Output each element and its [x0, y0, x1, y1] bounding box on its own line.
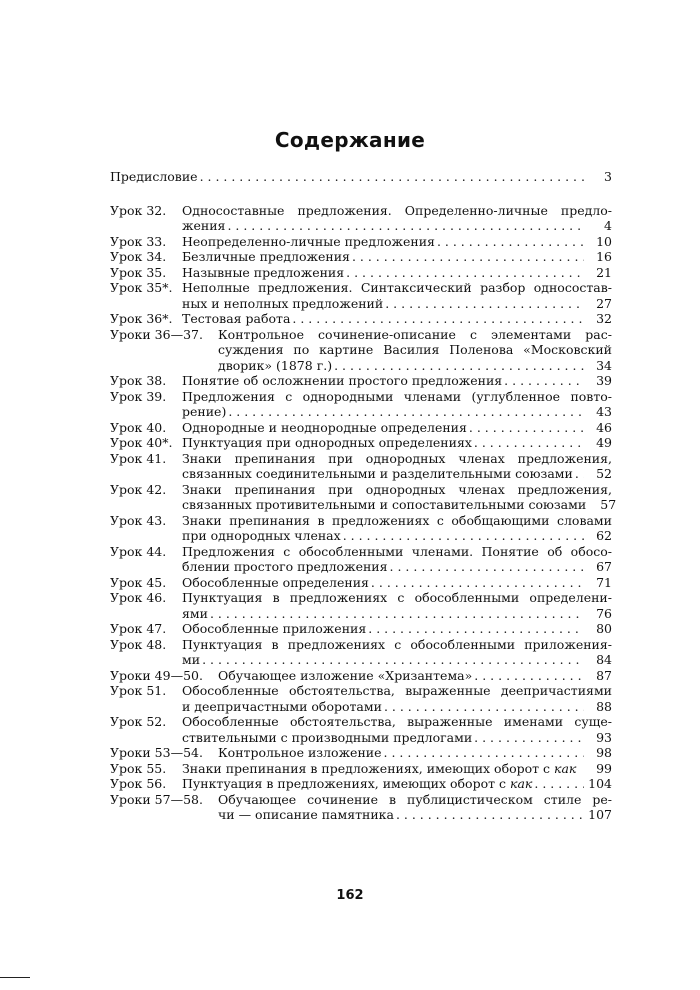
toc-entry-text-line: Знаки препинания при однородных членах предложения, [182, 481, 612, 497]
toc-entry-final-line [182, 234, 612, 250]
toc-entry [110, 234, 612, 250]
toc-page-number: 76 [596, 605, 612, 621]
toc-page-number: 62 [596, 528, 612, 543]
toc-entry-final-line [182, 265, 612, 281]
toc-entry-text-line: Предложения с обособленными членами. Понятие об обосо- [182, 543, 612, 559]
toc-entry-text-line: Знаки препинания при однородных членах предложения, [182, 450, 612, 466]
toc-entry-body [182, 311, 612, 327]
italic-word: как [554, 760, 577, 776]
toc-entry-body [182, 265, 612, 281]
toc-entry-body [218, 745, 612, 761]
toc-entry [110, 280, 612, 311]
dot-leader [396, 807, 584, 823]
toc-page-number: 80 [596, 621, 612, 636]
toc-entry-body [182, 544, 612, 575]
toc-entry-body [218, 792, 612, 823]
toc-entry-text: Пунктуация при однородных определениях [182, 435, 472, 450]
toc-page-number: 49 [596, 435, 612, 450]
dot-leader [368, 621, 584, 637]
toc-entry [110, 668, 612, 684]
dot-leader [200, 169, 584, 185]
toc-entry-label: Урок 35. [110, 264, 167, 280]
toc-entry-final-line [218, 807, 612, 823]
dot-leader [437, 234, 584, 250]
toc-entry-text: Пунктуация в предложениях, имеющих оборот с как [182, 776, 533, 791]
dot-leader [474, 668, 584, 684]
toc-page-number: 88 [596, 698, 612, 714]
toc-page-number: 43 [596, 404, 612, 419]
toc-entry-text: ями [182, 605, 208, 621]
toc-entry-body [182, 280, 612, 311]
toc-entry-label: Урок 45. [110, 574, 167, 590]
toc-entry-body [110, 169, 612, 185]
toc-entry-text-line: Контрольное сочинение-описание с элементами рас- [218, 326, 612, 342]
dot-leader [371, 575, 584, 591]
toc-page-number: 16 [596, 249, 612, 264]
dot-leader [504, 373, 584, 389]
toc-entry [110, 761, 612, 777]
dot-leader [469, 420, 584, 436]
toc-entry-final-line [182, 559, 612, 575]
toc-entry-text-line: Пунктуация в предложениях с обособленными приложения- [182, 636, 612, 652]
toc-entry-label: Урок 40. [110, 419, 167, 435]
toc-entry-label: Урок 46. [110, 590, 167, 605]
toc-entry-final-line [182, 621, 612, 637]
toc-entry-final-line [218, 358, 612, 374]
toc-entry-body [182, 389, 612, 420]
toc-entry [110, 544, 612, 575]
toc-entry [110, 575, 612, 591]
toc-entry-label: Уроки 57—58. [110, 791, 203, 807]
toc-entry-text: и деепричастными оборотами [182, 698, 382, 714]
toc-entry [110, 637, 612, 668]
toc-entry-final-line [182, 249, 612, 265]
toc-entry [110, 249, 612, 265]
toc-entry-body [182, 373, 612, 389]
toc-entry-final-line [182, 730, 612, 746]
toc-entry [110, 590, 612, 621]
dot-leader [384, 699, 584, 715]
toc-entry-body [182, 683, 612, 714]
dot-leader [202, 652, 584, 668]
toc-entry [110, 265, 612, 281]
toc-entry-body [182, 203, 612, 234]
dot-leader [352, 249, 584, 265]
corner-mark [0, 977, 30, 978]
toc-entry-label: Урок 51. [110, 683, 167, 698]
toc-entry-label: Урок 34. [110, 249, 167, 264]
toc-entry [110, 435, 612, 451]
toc-entry-body [182, 776, 612, 792]
toc-entry-text-line: Неполные предложения. Синтаксический разбор односостав- [182, 280, 612, 295]
toc-entry-text: жения [182, 218, 226, 233]
toc-entry [110, 327, 612, 374]
toc-entry-final-line [110, 169, 612, 185]
toc-entry-label: Уроки 53—54. [110, 745, 203, 760]
toc-entry-text: Предисловие [110, 169, 198, 184]
toc-entry-text-line: Обособленные обстоятельства, выраженные деепричастиями [182, 683, 612, 698]
toc-entry [110, 481, 617, 513]
toc-entry-body [182, 621, 612, 637]
toc-page-number: 99 [596, 760, 612, 776]
table-of-contents [110, 169, 617, 823]
toc-entry-final-line [182, 606, 612, 622]
dot-leader [474, 730, 584, 746]
toc-entry-body [182, 249, 612, 265]
toc-entry-text-line: Пунктуация в предложениях с обособленными определени- [182, 590, 612, 605]
toc-page-number: 71 [596, 574, 612, 590]
toc-entry [110, 683, 612, 714]
toc-entry-text: Обособленные приложения [182, 621, 367, 636]
toc-entry-label: Урок 43. [110, 512, 167, 528]
dot-leader [474, 435, 584, 451]
toc-entry-final-line [182, 497, 617, 513]
dot-leader [227, 218, 584, 234]
toc-entry-text: ных и неполных предложений [182, 295, 384, 311]
toc-entry-body [182, 451, 612, 482]
toc-page-number: 3 [604, 169, 612, 184]
toc-entry [110, 792, 612, 823]
toc-entry [110, 420, 612, 436]
toc-entry-label: Урок 56. [110, 776, 167, 791]
toc-entry-text: Назывные предложения [182, 264, 345, 280]
toc-entry-text: Обособленные определения [182, 574, 369, 590]
dot-leader [534, 776, 584, 792]
toc-entry-label: Урок 47. [110, 621, 167, 636]
toc-entry-final-line [182, 466, 612, 482]
toc-page-number: 52 [596, 466, 612, 481]
toc-entry-label: Урок 33. [110, 233, 167, 249]
toc-entry-label: Урок 36*. [110, 311, 173, 326]
toc-entry [110, 389, 612, 420]
toc-entry-body [182, 513, 612, 544]
toc-entry-label: Урок 42. [110, 481, 167, 497]
toc-entry-body [182, 590, 612, 621]
toc-entry-text: Знаки препинания в предложениях, имеющих оборот с как [182, 760, 577, 776]
toc-entry [110, 169, 612, 185]
toc-entry [110, 621, 612, 637]
toc-entry-text: Контрольное изложение [218, 745, 382, 760]
toc-entry-body [182, 420, 612, 436]
toc-entry-final-line [182, 699, 612, 715]
toc-page-number: 34 [596, 357, 612, 373]
toc-entry-final-line [182, 420, 612, 436]
toc-entry-text-line: суждения по картине Василия Поленова «Московский [218, 342, 612, 357]
toc-entry-final-line [182, 218, 612, 234]
toc-entry-label: Урок 39. [110, 388, 167, 404]
toc-entry-text-line: Знаки препинания в предложениях с обобщающими словами [182, 512, 612, 528]
toc-entry-text: блении простого предложения [182, 559, 388, 574]
toc-entry-final-line [182, 296, 612, 312]
toc-entry [110, 714, 612, 745]
toc-entry-text-line: Односоставные предложения. Определенно-личные предло- [182, 202, 612, 218]
toc-entry [110, 513, 612, 544]
toc-page-number: 4 [604, 218, 612, 233]
dot-leader [578, 761, 584, 777]
toc-entry-text: рение) [182, 404, 227, 419]
toc-page-number: 32 [596, 311, 612, 326]
page-title: Содержание [274, 128, 426, 152]
toc-entry-label: Уроки 36—37. [110, 326, 203, 342]
dot-leader [384, 745, 584, 761]
toc-entry [110, 451, 612, 482]
toc-entry-text: ми [182, 652, 201, 667]
toc-entry-final-line [182, 575, 612, 591]
toc-entry-text-line: Предложения с однородными членами (углубленное повто- [182, 388, 612, 404]
dot-leader [334, 358, 584, 374]
toc-page-number: 93 [596, 729, 612, 745]
toc-entry-text: дворик» (1878 г.) [218, 357, 333, 373]
toc-entry-text: чи — описание памятника [218, 807, 394, 822]
toc-page-number: 46 [596, 419, 612, 435]
toc-entry-body [182, 575, 612, 591]
toc-entry-text: Обучающее изложение «Хризантема» [218, 667, 473, 683]
toc-entry [110, 745, 612, 761]
toc-entry-body [182, 714, 612, 745]
toc-entry [110, 203, 612, 234]
toc-entry-text: Понятие об осложнении простого предложения [182, 373, 503, 388]
toc-entry-final-line [182, 435, 612, 451]
toc-entry-text: Неопределенно-личные предложения [182, 233, 435, 249]
toc-entry-body [182, 637, 612, 668]
toc-entry [110, 311, 612, 327]
toc-entry-text: Тестовая работа [182, 311, 291, 326]
italic-word: как [509, 776, 533, 791]
toc-entry-label: Урок 52. [110, 714, 167, 729]
toc-entry-label: Урок 48. [110, 636, 167, 652]
dot-leader [390, 559, 584, 575]
toc-entry-final-line [182, 776, 612, 792]
toc-entry-final-line [182, 528, 612, 544]
toc-entry-final-line [218, 745, 612, 761]
toc-entry-body [182, 761, 612, 777]
toc-entry-label: Урок 35*. [110, 280, 173, 295]
toc-entry-text: ствительными с производными предлогами [182, 729, 473, 745]
toc-entry-text: при однородных членах [182, 528, 341, 543]
toc-entry-final-line [182, 404, 612, 420]
toc-entry-label: Урок 38. [110, 373, 167, 388]
toc-entry [110, 373, 612, 389]
toc-entry-final-line [182, 761, 612, 777]
toc-entry [110, 776, 612, 792]
toc-entry-label: Урок 55. [110, 760, 167, 776]
toc-entry-text: Однородные и неоднородные определения [182, 419, 467, 435]
toc-entry-final-line [182, 373, 612, 389]
toc-entry-label: Урок 32. [110, 202, 167, 218]
toc-page-number: 39 [596, 373, 612, 388]
toc-page-number: 57 [600, 497, 617, 512]
toc-page-number: 27 [596, 295, 612, 311]
toc-entry-label: Уроки 49—50. [110, 667, 203, 683]
toc-entry-final-line [182, 652, 612, 668]
toc-entry-label: Урок 44. [110, 543, 167, 559]
toc-entry-final-line [218, 668, 612, 684]
dot-leader [343, 528, 584, 544]
toc-page-number: 21 [596, 264, 612, 280]
toc-page-number: 104 [588, 776, 612, 791]
toc-page-number: 67 [596, 559, 612, 574]
toc-entry-text: связанных соединительными и разделительными союзами [182, 466, 573, 481]
toc-page-number: 107 [588, 807, 612, 822]
dot-leader [575, 466, 584, 482]
toc-page-number: 84 [596, 652, 612, 667]
toc-entry-text: Безличные предложения [182, 249, 350, 264]
toc-entry-final-line [182, 311, 612, 327]
toc-entry-body [182, 234, 612, 250]
dot-leader [210, 606, 584, 622]
toc-entry-text-line: Обучающее сочинение в публицистическом стиле ре- [218, 791, 612, 807]
page-number: 162 [336, 888, 364, 903]
dot-leader [292, 311, 584, 327]
dot-leader [346, 265, 584, 281]
toc-entry-body [182, 435, 612, 451]
toc-entry-label: Урок 41. [110, 450, 167, 466]
toc-entry-body [218, 668, 612, 684]
toc-entry-text: связанных противительными и сопоставительными союзами [182, 497, 587, 512]
toc-page-number: 10 [596, 233, 612, 249]
dot-leader [228, 404, 584, 420]
toc-page-number: 98 [596, 745, 612, 760]
dot-leader [385, 296, 584, 312]
toc-entry-text-line: Обособленные обстоятельства, выраженные именами суще- [182, 714, 612, 729]
toc-entry-label: Урок 40*. [110, 435, 173, 450]
toc-page-number: 87 [596, 667, 612, 683]
toc-entry-body [218, 327, 612, 374]
toc-entry-body [182, 481, 617, 513]
